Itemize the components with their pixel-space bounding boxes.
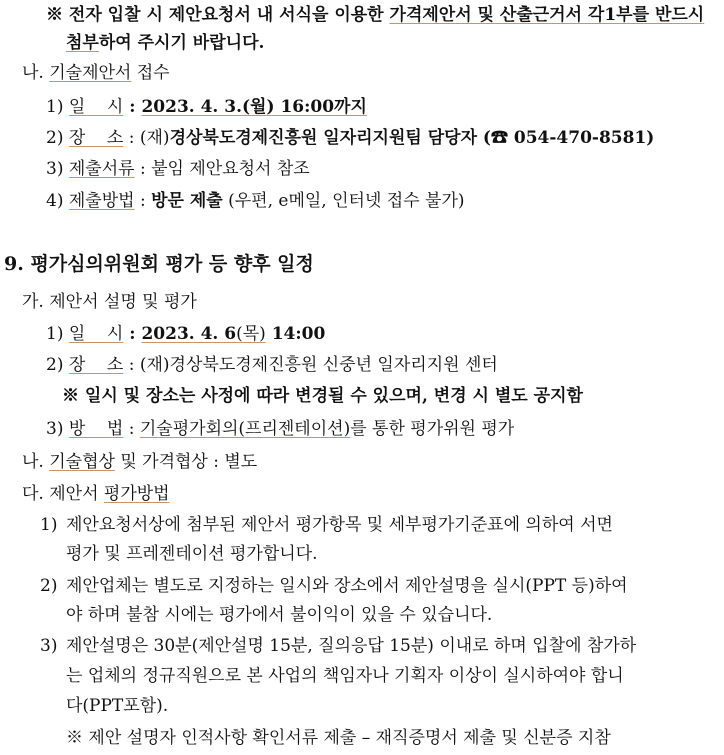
na1-item-3: 3) 제출서류 : 붙임 제안요청서 참조 bbox=[46, 159, 310, 179]
top-note-underlined: 가격제안서 및 산출근거서 각1부를 반드시 bbox=[389, 5, 705, 25]
top-note-text: ※ 전자 입찰 시 제안요청서 내 서식을 이용한 bbox=[46, 5, 390, 25]
da-note: ※ 제안 설명자 인적사항 확인서류 제출 – 재직증명서 제출 및 신분증 지참 bbox=[66, 728, 611, 748]
ga-item-1: 1) 일 시 : 2023. 4. 6(목) 14:00 bbox=[46, 324, 326, 344]
na1-item-4: 4) 제출방법 : 방문 제출 (우편, e메일, 인터넷 접수 불가) bbox=[46, 191, 465, 211]
na2-heading: 나. 기술협상 및 가격협상 : 별도 bbox=[22, 452, 258, 472]
top-note-line1 bbox=[46, 4, 704, 26]
top-note-attach: 첨부 bbox=[66, 33, 99, 53]
da-heading: 다. 제안서 평가방법 bbox=[22, 484, 170, 504]
da-p3-line1: 제안설명은 30분(제안설명 15분, 질의응답 15분) 이내로 하며 입찰에 참가하 bbox=[66, 636, 637, 656]
ga-item-3: 3) 방 법 : 기술평가회의(프리젠테이션)를 통한 평가위원 평가 bbox=[46, 419, 515, 439]
section9-title: 9. 평가심의위원회 평가 등 향후 일정 bbox=[4, 253, 314, 275]
top-note-rest: 하여 주시기 바랍니다. bbox=[98, 33, 265, 53]
top-note-line2 bbox=[66, 32, 264, 54]
ga-heading: 가. 제안서 설명 및 평가 bbox=[22, 292, 197, 312]
na1-item-1: 1) 일 시 : 2023. 4. 3.(월) 16:00까지 bbox=[46, 97, 367, 117]
da-p3-line2: 는 업체의 정규직원으로 본 사업의 책임자나 기획자 이상이 실시하여야 합니 bbox=[66, 666, 624, 686]
na1-heading: 나. 기술제안서 접수 bbox=[22, 63, 170, 83]
da-p1-line2: 평가 및 프레젠테이션 평가합니다. bbox=[66, 544, 318, 564]
da-p2-num: 2) bbox=[40, 576, 58, 596]
da-p3-num: 3) bbox=[40, 636, 58, 656]
ga-item-2: 2) 장 소 : (재)경상북도경제진흥원 신중년 일자리지원 센터 bbox=[46, 355, 498, 375]
da-p2-line1: 제안업체는 별도로 지정하는 일시와 장소에서 제안설명을 실시(PPT 등)하여 bbox=[66, 576, 628, 596]
da-p2-line2: 야 하며 불참 시에는 평가에서 불이익이 있을 수 있습니다. bbox=[66, 605, 493, 625]
na1-item-2: 2) 장 소 : (재)경상북도경제진흥원 일자리지원팀 담당자 (☎ 054-470-8581) bbox=[46, 128, 655, 148]
ga-note: ※ 일시 및 장소는 사정에 따라 변경될 수 있으며, 변경 시 별도 공지함 bbox=[62, 386, 583, 406]
da-p1-line1: 제안요청서상에 첨부된 제안서 평가항목 및 세부평가기준표에 의하여 서면 bbox=[66, 515, 613, 535]
da-p1-num: 1) bbox=[40, 515, 58, 535]
da-p3-line3: 다(PPT포함). bbox=[66, 696, 169, 716]
